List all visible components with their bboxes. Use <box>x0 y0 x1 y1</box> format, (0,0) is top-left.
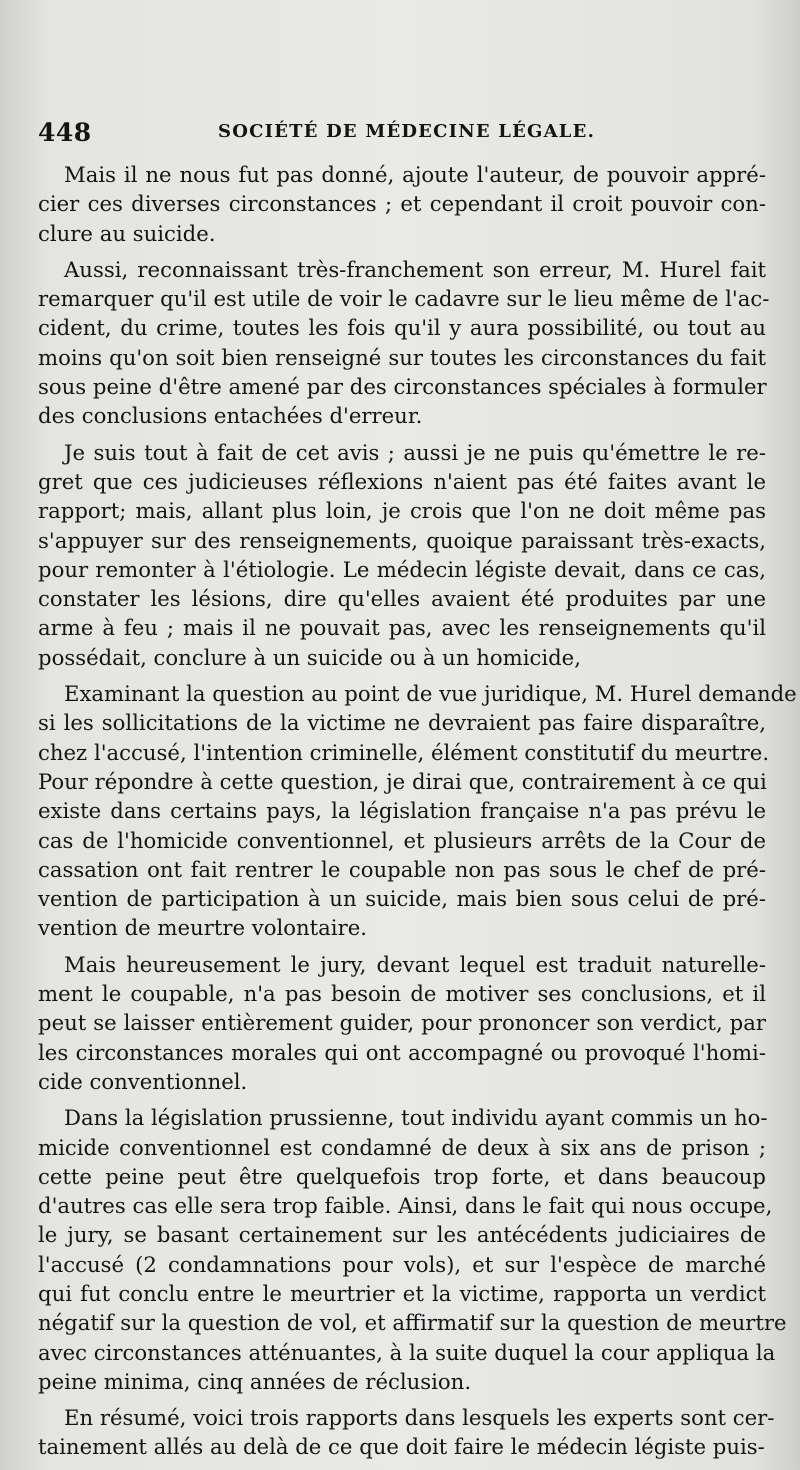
text-line: négatif sur la question de vol, et affirmatif sur la question de meurtre <box>38 1310 787 1336</box>
text-line: pour remonter à l'étiologie. Le médecin légiste devait, dans ce cas, <box>38 556 766 582</box>
text-line: d'autres cas elle sera trop faible. Ainsi, dans le fait qui nous occupe, <box>38 1193 773 1219</box>
text-line: Pour répondre à cette question, je dirai que, contrairement à ce qui <box>38 768 767 794</box>
text-line: ment le coupable, n'a pas besoin de motiver ses conclusions, et il <box>38 981 766 1007</box>
text-line: clure au suicide. <box>38 220 216 246</box>
text-line: chez l'accusé, l'intention criminelle, élément constitutif du meurtre. <box>38 739 770 765</box>
text-line: Examinant la question au point de vue juridique, M. Hurel demande <box>64 681 797 707</box>
text-line: possédait, conclure à un suicide ou à un homicide, <box>38 644 581 670</box>
paragraph <box>38 1403 775 1462</box>
text-line: sous peine d'être amené par des circonstances spéciales à formuler <box>38 374 767 400</box>
text-line: cas de l'homicide conventionnel, et plusieurs arrêts de la Cour de <box>38 827 766 853</box>
text-line: moins qu'on soit bien renseigné sur toutes les circonstances du fait <box>38 344 766 370</box>
text-line: remarquer qu'il est utile de voir le cadavre sur le lieu même de l'ac- <box>38 286 770 312</box>
text-line: si les sollicitations de la victime ne devraient pas faire disparaître, <box>38 710 766 736</box>
paragraph <box>38 1103 787 1396</box>
text-line: s'appuyer sur des renseignements, quoique paraissant très-exacts, <box>38 527 766 553</box>
text-line: qui fut conclu entre le meurtrier et la victime, rapporta un verdict <box>38 1280 766 1306</box>
text-line: rapport; mais, allant plus loin, je crois que l'on ne doit même pas <box>38 498 766 524</box>
text-line: micide conventionnel est condamné de deux à six ans de prison ; <box>38 1134 766 1160</box>
text-line: arme à feu ; mais il ne pouvait pas, avec les renseignements qu'il <box>38 615 766 641</box>
text-line: cier ces diverses circonstances ; et cependant il croit pouvoir con- <box>38 191 766 217</box>
text-line: Je suis tout à fait de cet avis ; aussi je ne puis qu'émettre le re- <box>64 439 766 465</box>
text-line: des conclusions entachées d'erreur. <box>38 403 423 429</box>
text-line: le jury, se basant certainement sur les antécédents judiciaires de <box>38 1222 766 1248</box>
page-number: 448 <box>38 118 92 147</box>
text-line: Dans la législation prussienne, tout individu ayant commis un ho- <box>64 1105 768 1131</box>
text-line: vention de participation à un suicide, mais bien sous celui de pré- <box>38 886 766 912</box>
text-line: cident, du crime, toutes les fois qu'il y aura possibilité, ou tout au <box>38 315 766 341</box>
text-line: peine minima, cinq années de réclusion. <box>38 1368 472 1394</box>
paragraph <box>38 679 797 943</box>
running-head <box>38 118 768 154</box>
text-line: cette peine peut être quelquefois trop forte, et dans beaucoup <box>38 1163 766 1189</box>
running-title: SOCIÉTÉ DE MÉDECINE LÉGALE. <box>218 121 596 142</box>
text-line: avec circonstances atténuantes, à la suite duquel la cour appliqua la <box>38 1339 776 1365</box>
text-line: cide conventionnel. <box>38 1068 248 1094</box>
text-line: En résumé, voici trois rapports dans lesquels les experts sont cer- <box>64 1405 775 1431</box>
paragraph <box>38 438 766 672</box>
text-line: tainement allés au delà de ce que doit faire le médecin légiste puis- <box>38 1434 765 1460</box>
paragraph <box>38 255 770 431</box>
text-line: Mais il ne nous fut pas donné, ajoute l'auteur, de pouvoir appré- <box>64 162 766 187</box>
text-line: existe dans certains pays, la législation française n'a pas prévu le <box>38 798 766 824</box>
text-line: Mais heureusement le jury, devant lequel est traduit naturelle- <box>64 951 766 977</box>
body-text <box>38 160 797 1469</box>
text-line: Aussi, reconnaissant très-franchement son erreur, M. Hurel fait <box>64 256 766 282</box>
paragraph <box>38 950 766 1096</box>
paragraph <box>38 160 766 248</box>
text-line: vention de meurtre volontaire. <box>38 915 367 941</box>
text-line: l'accusé (2 condamnations pour vols), et sur l'espèce de marché <box>38 1251 766 1277</box>
text-line: gret que ces judicieuses réflexions n'aient pas été faites avant le <box>38 468 766 494</box>
text-line: les circonstances morales qui ont accompagné ou provoqué l'homi- <box>38 1039 766 1065</box>
text-line: peut se laisser entièrement guider, pour prononcer son verdict, par <box>38 1010 766 1036</box>
text-line: cassation ont fait rentrer le coupable non pas sous le chef de pré- <box>38 856 766 882</box>
text-line: constater les lésions, dire qu'elles avaient été produites par une <box>38 586 766 612</box>
